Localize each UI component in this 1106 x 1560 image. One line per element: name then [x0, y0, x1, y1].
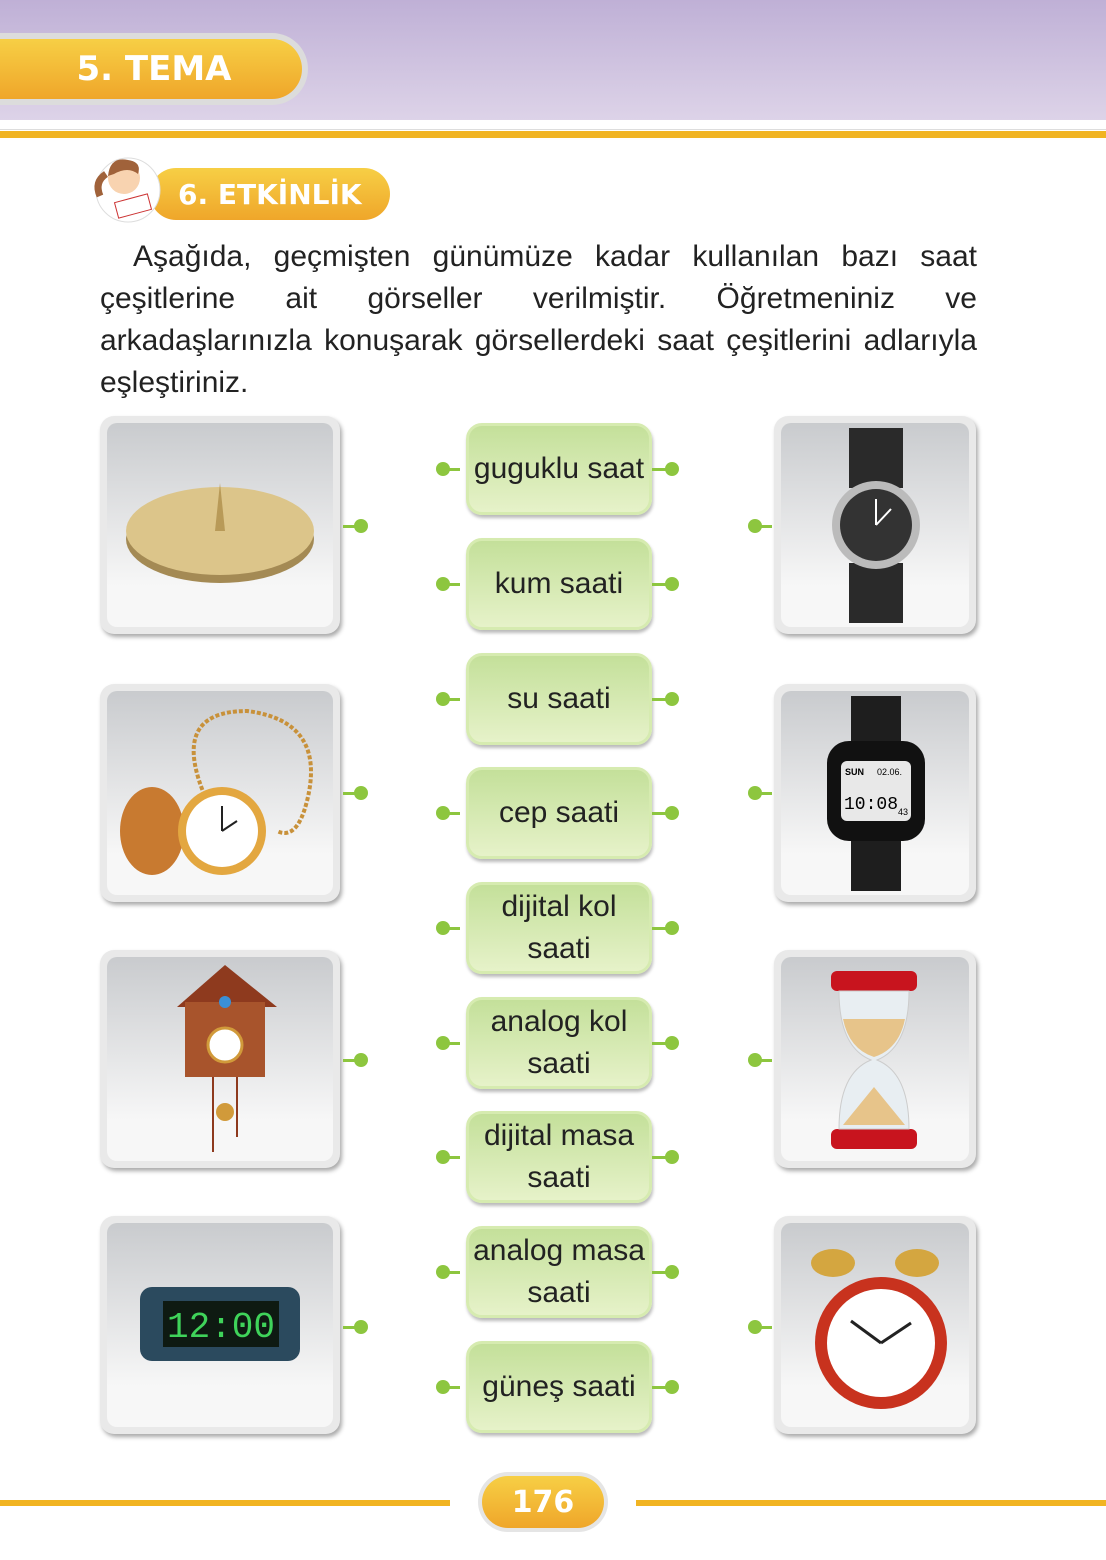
watch-time: 10:08 [844, 795, 899, 815]
activity-title: 6. ETKİNLİK [150, 168, 390, 220]
digital-desk-clock-image-card[interactable] [100, 1216, 340, 1434]
match-dot[interactable] [665, 806, 679, 820]
match-connector [652, 927, 666, 930]
alarm-clock-icon [781, 1223, 969, 1427]
match-connector [652, 698, 666, 701]
page-number: 176 [482, 1476, 604, 1528]
match-dot[interactable] [665, 1036, 679, 1050]
cuckoo-clock-image-card[interactable] [100, 950, 340, 1168]
label-analog-kol-saati[interactable]: analog kol saati [466, 997, 652, 1089]
instructions-text: Aşağıda, geçmişten günümüze kadar kullanılan bazı saat çeşitlerine ait görseller verilmiştir. Öğretmeniniz ve arkadaşlarınızla konuşarak görsellerdeki saat çeşitlerini adlarıyla eşleştiriniz. [100, 240, 977, 399]
match-dot[interactable] [665, 462, 679, 476]
hourglass-image-card[interactable] [774, 950, 976, 1168]
match-dot[interactable] [665, 1380, 679, 1394]
match-connector [446, 1271, 460, 1274]
label-dijital-kol-saati[interactable]: dijital kol saati [466, 882, 652, 974]
match-connector [343, 1059, 357, 1062]
match-dot[interactable] [665, 692, 679, 706]
cuckoo-clock-icon [107, 957, 333, 1161]
digital-wristwatch-image-card[interactable] [774, 684, 976, 902]
pocket-watch-icon [107, 691, 333, 895]
match-connector [446, 1386, 460, 1389]
match-connector [652, 583, 666, 586]
page-number-badge [478, 1472, 608, 1532]
match-connector [446, 1042, 460, 1045]
hourglass-icon [781, 957, 969, 1161]
label-guguklu-saat[interactable]: guguklu saat [466, 423, 652, 515]
sundial-image-card[interactable] [100, 416, 340, 634]
theme-badge [0, 33, 308, 105]
match-connector [758, 1059, 772, 1062]
label-cep-saati[interactable]: cep saati [466, 767, 652, 859]
divider [636, 1500, 1106, 1506]
match-connector [758, 525, 772, 528]
desk-clock-time: 12:00 [166, 1307, 276, 1348]
match-connector [446, 583, 460, 586]
match-connector [652, 1271, 666, 1274]
match-connector [343, 525, 357, 528]
girl-mascot-icon [88, 148, 164, 224]
match-dot[interactable] [665, 577, 679, 591]
divider [0, 120, 1106, 130]
match-connector [446, 698, 460, 701]
digital-desk-clock-icon [107, 1223, 333, 1427]
match-connector [758, 1326, 772, 1329]
match-connector [758, 792, 772, 795]
match-dot[interactable] [665, 1150, 679, 1164]
match-connector [446, 1156, 460, 1159]
label-dijital-masa-saati[interactable]: dijital masa saati [466, 1111, 652, 1203]
sundial-icon [107, 423, 333, 627]
match-connector [343, 792, 357, 795]
watch-date: 02.06. [877, 767, 903, 777]
theme-title: 5. TEMA [0, 39, 302, 99]
analog-wristwatch-icon [781, 423, 969, 627]
analog-wristwatch-image-card[interactable] [774, 416, 976, 634]
watch-day: SUN [845, 767, 865, 777]
match-connector [446, 812, 460, 815]
match-connector [652, 1156, 666, 1159]
match-connector [652, 1042, 666, 1045]
match-connector [652, 812, 666, 815]
label-gunes-saati[interactable]: güneş saati [466, 1341, 652, 1433]
label-kum-saati[interactable]: kum saati [466, 538, 652, 630]
match-dot[interactable] [665, 921, 679, 935]
digital-wristwatch-icon [781, 691, 969, 895]
match-dot[interactable] [665, 1265, 679, 1279]
divider [0, 1500, 450, 1506]
label-analog-masa-saati[interactable]: analog masa saati [466, 1226, 652, 1318]
label-su-saati[interactable]: su saati [466, 653, 652, 745]
pocket-watch-image-card[interactable] [100, 684, 340, 902]
match-connector [343, 1326, 357, 1329]
divider [0, 131, 1106, 138]
match-connector [652, 468, 666, 471]
watch-seconds: 43 [898, 807, 909, 817]
alarm-clock-image-card[interactable] [774, 1216, 976, 1434]
match-connector [446, 927, 460, 930]
match-connector [446, 468, 460, 471]
match-connector [652, 1386, 666, 1389]
